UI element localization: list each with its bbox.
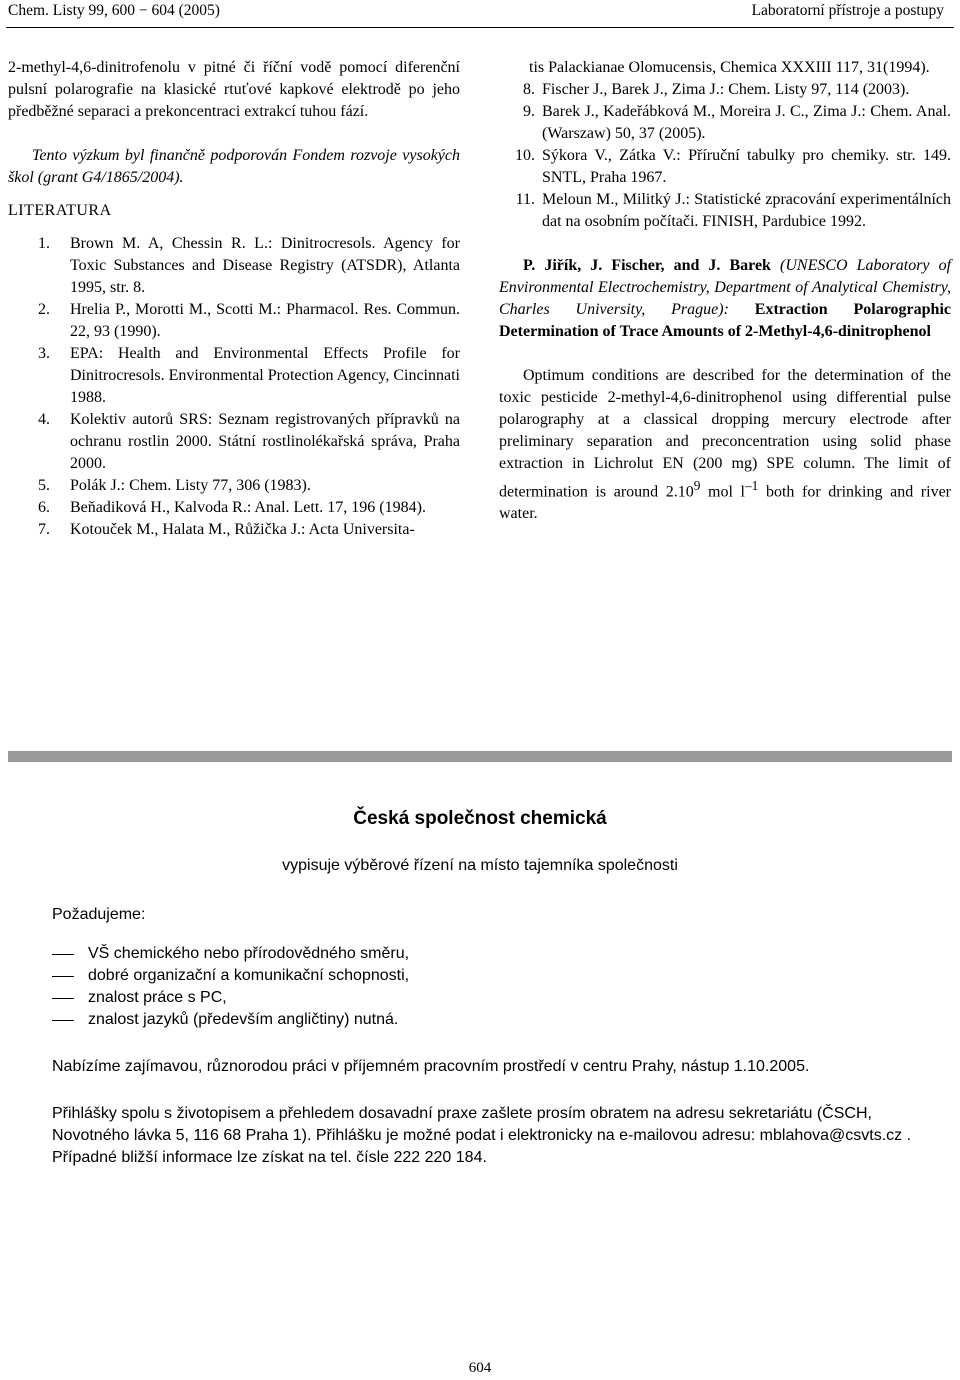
reference-text: Fischer J., Barek J., Zima J.: Chem. Listy 97, 114 (2003).: [542, 81, 910, 98]
reference-item: [8, 343, 460, 409]
dash-icon: [52, 976, 74, 977]
page-header-left: Chem. Listy 99, 600 − 604 (2005): [8, 2, 220, 19]
reference-text: Kotouček M., Halata M., Růžička J.: Acta Universita-: [70, 521, 415, 538]
abstract-text: [499, 365, 951, 525]
reference-number: 11.: [515, 191, 535, 208]
requirement-text: znalost jazyků (především angličtiny) nutná.: [88, 1011, 399, 1028]
reference-item: [8, 409, 460, 475]
abstract-text-part: mol l: [700, 483, 746, 501]
reference-text: Sýkora V., Zátka V.: Příruční tabulky pro chemiky. str. 149. SNTL, Praha 1967.: [542, 147, 951, 186]
page-number: 604: [468, 1360, 492, 1376]
reference-text: Beňadiková H., Kalvoda R.: Anal. Lett. 17, 196 (1984).: [70, 499, 426, 516]
reference-text: Meloun M., Militký J.: Statistické zpracování experimentálních dat na osobním počítači. FINISH, Pardubice 1992.: [542, 191, 951, 230]
reference-text: Kolektiv autorů SRS: Seznam registrovaných přípravků na ochranu rostlin 2000. Státní rostlinolékařská správa, Praha 2000.: [70, 411, 460, 472]
reference-number: 5.: [38, 477, 50, 494]
abstract-superscript: 9: [693, 478, 701, 493]
abstract-affiliation: (UNESCO Laboratory of Environmental Electrochemistry, Department of Analytical Chemistry, Charles University, Prague):: [499, 257, 952, 318]
reference-number: 3.: [38, 345, 50, 362]
abstract-superscript: –1: [745, 478, 759, 493]
requirements-label: Požadujeme:: [52, 906, 146, 923]
dash-icon: [52, 954, 74, 955]
left-column: [8, 57, 460, 541]
reference-item: [8, 475, 460, 497]
requirement-text: znalost práce s PC,: [88, 989, 227, 1006]
reference-item: [8, 299, 460, 343]
reference-list-left: [8, 233, 460, 541]
advert-title: Česká společnost chemická: [353, 808, 607, 829]
requirements-list: [52, 943, 912, 1031]
intro-paragraph: 2-methyl-4,6-dinitrofenolu v pitné či říční vodě pomocí diferenční pulsní polarografie na klasické rtuťové kapkové elektrodě po jeho předběžné separaci a prekoncentraci extrakcí tuhou fází.: [8, 59, 460, 120]
reference-number: 8.: [523, 81, 535, 98]
reference-number: 2.: [38, 301, 50, 318]
abstract-text-part: Optimum conditions are described for the determination of the toxic pesticide 2-methyl-4,6-dinitrophenol using differential pulse polarography at a classical dropping mercury electrode after preliminary separation and preconcentration using solid phase extraction in Lichrolut EN (200 mg) SPE column. The limit of determination is around 2.10: [499, 367, 951, 501]
reference-number: 7.: [38, 521, 50, 538]
requirement-item: [52, 943, 912, 965]
reference-number: 9.: [523, 103, 535, 120]
reference-item: [499, 145, 951, 189]
reference-continuation: tis Palackianae Olomucensis, Chemica XXXIII 117, 31(1994).: [529, 59, 930, 76]
reference-number: 6.: [38, 499, 50, 516]
requirement-item: [52, 965, 912, 987]
header-rule: [6, 27, 954, 28]
reference-text: EPA: Health and Environmental Effects Profile for Dinitrocresols. Environmental Protection Agency, Cincinnati 1988.: [70, 345, 460, 406]
requirement-item: [52, 1009, 912, 1031]
funding-note: Tento výzkum byl finančně podporován Fondem rozvoje vysokých škol (grant G4/1865/2004).: [8, 147, 460, 186]
page-header-right: Laboratorní přístroje a postupy: [751, 2, 944, 19]
abstract-heading: [499, 255, 951, 343]
reference-number: 4.: [38, 411, 50, 428]
requirement-text: VŠ chemického nebo přírodovědného směru,: [88, 945, 410, 962]
requirement-text: dobré organizační a komunikační schopnosti,: [88, 967, 410, 984]
reference-text: Barek J., Kadeřábková M., Moreira J. C., Zima J.: Chem. Anal. (Warszaw) 50, 37 (2005).: [542, 103, 951, 142]
reference-number: 10.: [515, 147, 535, 164]
section-title-literatura: LITERATURA: [8, 202, 112, 219]
application-paragraph: Přihlášky spolu s životopisem a přehledem dosavadní praxe zašlete prosím obratem na adresu sekretariátu (ČSCH, Novotného lávka 5, 116 68 Praha 1). Přihlášku je možné podat i elektronicky na e-mailovou adresu: mblahova@csvts.cz . Případné bližší informace lze získat na tel. čísle 222 220 184.: [52, 1105, 912, 1166]
reference-item: [8, 233, 460, 299]
right-column: [499, 57, 951, 525]
reference-item: [499, 79, 951, 101]
abstract-authors: P. Jiřík, J. Fischer, and J. Barek: [523, 257, 771, 274]
advert-subtitle: vypisuje výběrové řízení na místo tajemníka společnosti: [282, 857, 678, 874]
reference-list-right: [499, 79, 951, 233]
abstract-title: Extraction Polarographic Determination of Trace Amounts of 2-Methyl-4,6-dinitrophenol: [499, 301, 951, 340]
dash-icon: [52, 998, 74, 999]
reference-item: [8, 519, 460, 541]
advert-divider: [8, 751, 952, 762]
reference-item: [8, 497, 460, 519]
reference-text: Polák J.: Chem. Listy 77, 306 (1983).: [70, 477, 311, 494]
reference-text: Brown M. A, Chessin R. L.: Dinitrocresols. Agency for Toxic Substances and Disease Registry (ATSDR), Atlanta 1995, str. 8.: [70, 235, 460, 296]
dash-icon: [52, 1020, 74, 1021]
requirement-item: [52, 987, 912, 1009]
reference-text: Hrelia P., Morotti M., Scotti M.: Pharmacol. Res. Commun. 22, 93 (1990).: [70, 301, 460, 340]
offer-paragraph: Nabízíme zajímavou, různorodou práci v příjemném pracovním prostředí v centru Prahy, nástup 1.10.2005.: [52, 1058, 810, 1075]
reference-number: 1.: [38, 235, 50, 252]
reference-item: [499, 189, 951, 233]
reference-item: [499, 101, 951, 145]
abstract-text-part: both for drinking and river water.: [499, 483, 952, 523]
